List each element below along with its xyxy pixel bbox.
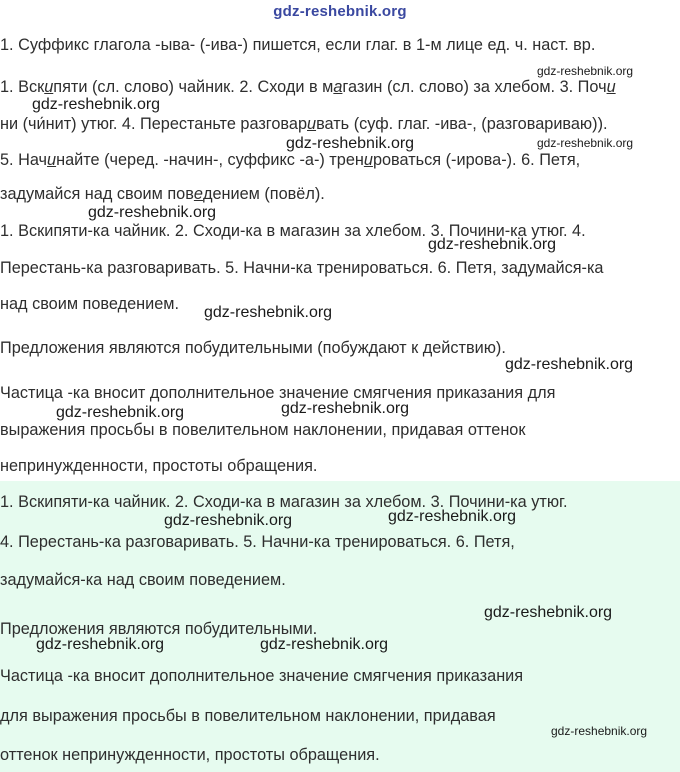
watermark-text: gdz-reshebnik.org — [260, 636, 389, 653]
highlight-letter: и — [44, 78, 54, 96]
watermark-text: gdz-reshebnik.org — [88, 204, 217, 221]
header-watermark: gdz-reshebnik.org — [273, 3, 407, 20]
panel-comment-line-3: оттенок непринужденности, простоты обращения. — [0, 746, 380, 764]
panel-particle-line-2: 4. Перестань-ка разговаривать. 5. Начни-ка тренироваться. 6. Петя, — [0, 533, 515, 551]
rule-line: 1. Суффикс глагола -ыва- (-ива-) пишется, если глаг. в 1-м лице ед. ч. наст. вр. — [0, 36, 596, 54]
comment-line-1: Частица -ка вносит дополнительное значение смягчения приказания для — [0, 384, 556, 402]
watermark-text: gdz-reshebnik.org — [484, 604, 613, 621]
particle-line-1: 1. Вскипяти-ка чайник. 2. Сходи-ка в магазин за хлебом. 3. Почини-ка утюг. 4. — [0, 222, 586, 240]
panel-sentence-type-line: Предложения являются побудительными. — [0, 620, 318, 638]
watermark-text: gdz-reshebnik.org — [505, 356, 634, 373]
watermark-text: gdz-reshebnik.org — [56, 404, 185, 421]
answer-line-3: 5. Начинайте (черед. -начин-, суффикс -а-) тренироваться (-ирова-). 6. Петя, — [0, 151, 581, 169]
answer-line-4: задумайся над своим поведением (повёл). — [0, 185, 325, 203]
answer-line-1: 1. Вскипяти (сл. слово) чайник. 2. Сходи в магазин (сл. слово) за хлебом. 3. Почи — [0, 78, 616, 96]
highlight-letter: и — [363, 151, 373, 169]
watermark-text: gdz-reshebnik.org — [388, 508, 517, 525]
watermark-text: gdz-reshebnik.org — [428, 236, 557, 253]
highlight-letter: а — [333, 78, 343, 96]
watermark-text: gdz-reshebnik.org — [286, 135, 415, 152]
highlight-letter: и — [47, 151, 57, 169]
watermark-text: gdz-reshebnik.org — [164, 512, 293, 529]
particle-line-2: Перестань-ка разговаривать. 5. Начни-ка тренироваться. 6. Петя, задумайся-ка — [0, 259, 604, 277]
highlight-letter: и — [307, 115, 317, 133]
comment-line-2: выражения просьбы в повелительном наклонении, придавая оттенок — [0, 421, 526, 439]
comment-line-3: непринужденности, простоты обращения. — [0, 457, 318, 475]
panel-comment-line-1: Частица -ка вносит дополнительное значение смягчения приказания — [0, 667, 524, 685]
watermark-text: gdz-reshebnik.org — [36, 636, 165, 653]
highlight-letter: и — [606, 78, 616, 96]
watermark-text: gdz-reshebnik.org — [537, 64, 634, 78]
panel-comment-line-2: для выражения просьбы в повелительном наклонении, придавая — [0, 707, 496, 725]
watermark-text: gdz-reshebnik.org — [551, 724, 648, 738]
highlight-letter: е — [193, 185, 203, 203]
answer-line-2: ни (чи́нит) утюг. 4. Перестаньте разговаривать (суф. глаг. -ива-, (разговариваю)). — [0, 115, 608, 133]
watermark-text: gdz-reshebnik.org — [204, 304, 333, 321]
panel-particle-line-1: 1. Вскипяти-ка чайник. 2. Сходи-ка в магазин за хлебом. 3. Почини-ка утюг. — [0, 493, 568, 511]
watermark-text: gdz-reshebnik.org — [281, 400, 410, 417]
watermark-text: gdz-reshebnik.org — [537, 136, 634, 150]
watermark-text: gdz-reshebnik.org — [32, 96, 161, 113]
sentence-type-line: Предложения являются побудительными (побуждают к действию). — [0, 339, 506, 357]
particle-line-3: над своим поведением. — [0, 295, 179, 313]
panel-particle-line-3: задумайся-ка над своим поведением. — [0, 571, 286, 589]
